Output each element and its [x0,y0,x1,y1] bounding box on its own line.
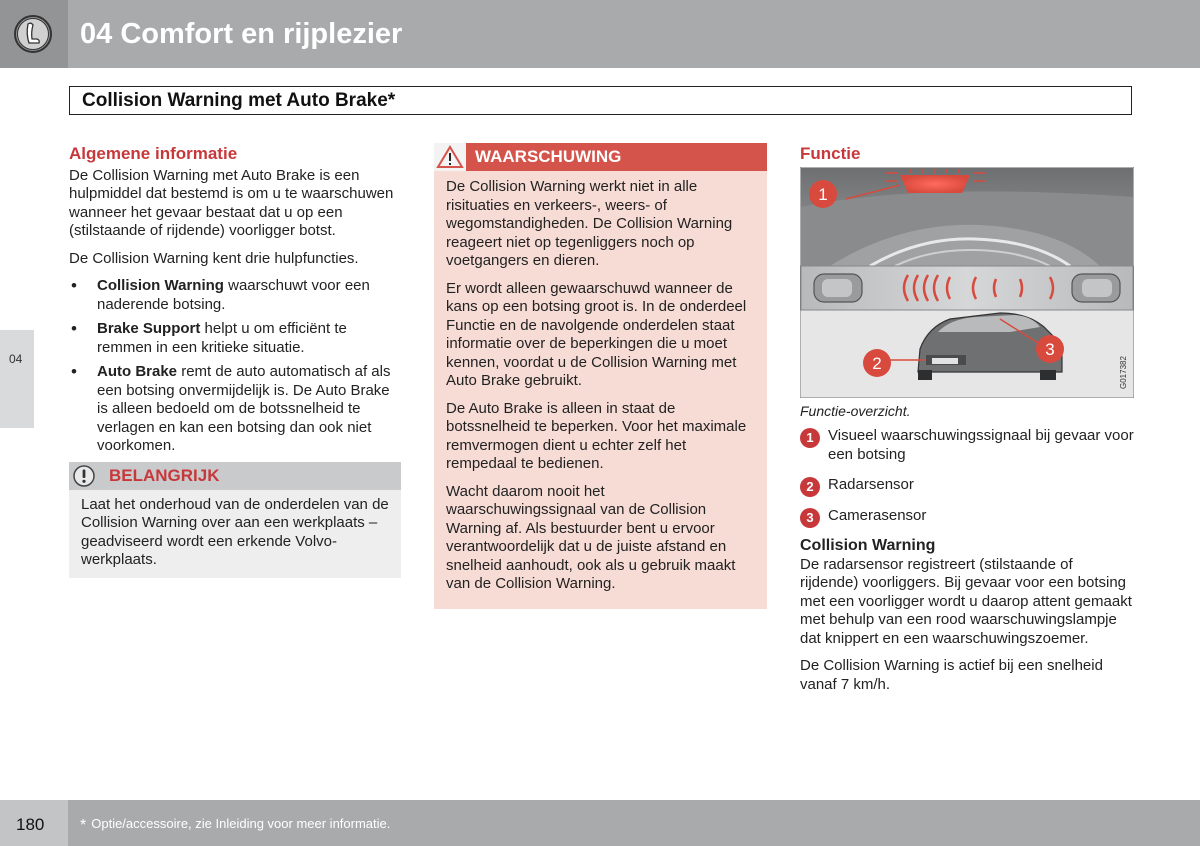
exclamation-icon [73,465,95,487]
function-illustration [800,167,1134,398]
legend-number: 1 [800,428,820,448]
column-function [800,145,1135,703]
chapter-title: 04 Comfort en rijplezier [80,18,403,50]
warning-paragraph: De Collision Warning werkt niet in alle risituaties en verkeers-, weers- of wegomstandigheden. De Collision Warning reageert niet op tegenliggers noch op voetgangers en dieren. [446,178,733,269]
list-item: • Brake Support helpt u om efficiënt te remmen in een kritieke situatie. [69,320,401,357]
section-title-box [69,86,1132,115]
chapter-tab [0,0,68,68]
heading-general-info: Algemene informatie [69,144,238,163]
list-item: 1 Visueel waarschuwingssignaal bij gevaar voor een botsing [800,427,1135,464]
figure-caption: Functie-overzicht. [800,402,911,419]
function-list [69,277,401,456]
section-title: Collision Warning met Auto Brake* [82,90,396,111]
important-text: Laat het onderhoud van de onderdelen van de Collision Warning over aan een werkplaats – geadviseerd wordt een erkende Volvo-werkplaats. [81,495,389,568]
warning-triangle-icon [434,143,466,171]
warning-title: WAARSCHUWING [475,147,622,166]
footnote-star: * [80,817,87,834]
intro-paragraph: De Collision Warning met Auto Brake is een hulpmiddel dat bestemd is om u te waarschuwen wanneer het gevaar bestaat dat u op een (stilstaande of rijdende) voorligger botst. [69,166,394,239]
list-item: • Auto Brake remt de auto automatisch af als een botsing onvermijdelijk is. De Auto Brake is alleen bedoeld om de botssnelheid te verlagen en kan een botsing dan ook niet voorkomen. [69,363,401,456]
important-note [69,462,401,578]
list-item: 2 Radarsensor [800,476,1135,495]
page-number-tab [0,800,68,846]
radar-paragraph: De radarsensor registreert (stilstaande of rijdende) voorliggers. Bij gevaar voor een botsing met een voorligger wordt u daarop attent gemaakt met behulp van een rood waarschuwingslampje dat knippert en een waarschuwingszoemer. [800,555,1132,647]
legend-number: 3 [800,508,820,528]
callout-1: 1 [818,184,828,204]
page-number: 180 [16,815,45,834]
callout-3: 3 [1045,339,1055,359]
list-item: 3 Camerasensor [800,507,1135,526]
warning-paragraph: Er wordt alleen gewaarschuwd wanneer de kans op een botsing groot is. In de onderdeel Functie en de navolgende onderdelen staat informatie over de beperkingen die u moet kennen, voordat u de Collision Warning met Auto Brake gebruikt. [446,279,747,389]
collision-warning-diagram [800,167,1134,398]
callout-2: 2 [872,353,882,373]
warning-paragraph: De Auto Brake is alleen in staat de botssnelheid te beperken. Voor het maximale remvermogen dient u echter zelf het rempedaal te bedienen. [446,399,747,472]
column-warning [434,143,767,609]
column-general-info [69,145,401,578]
figure-legend [800,427,1135,525]
functions-paragraph: De Collision Warning kent drie hulpfuncties. [69,249,359,267]
subheading-collision-warning: Collision Warning [800,537,936,554]
warning-paragraph: Wacht daarom nooit het waarschuwingssignaal van de Collision Warning af. Als bestuurder bent u ervoor verantwoordelijk dat u de juiste afstand en snelheid aanhoudt, ook als u gebruik maakt van de Collision Warning. [446,482,736,592]
figure-code: G017382 [1119,355,1128,389]
footnote [80,816,390,835]
heading-function: Functie [800,144,861,163]
warning-box [434,143,767,609]
seat-icon [13,14,53,54]
list-item: • Collision Warning waarschuwt voor een naderende botsing. [69,277,401,314]
side-chapter-number: 04 [9,352,23,366]
side-chapter-tab [0,330,34,428]
footnote-text: Optie/accessoire, zie Inleiding voor meer informatie. [91,816,391,831]
important-title: BELANGRIJK [109,465,220,485]
legend-number: 2 [800,477,820,497]
activation-paragraph: De Collision Warning is actief bij een snelheid vanaf 7 km/h. [800,657,1103,693]
